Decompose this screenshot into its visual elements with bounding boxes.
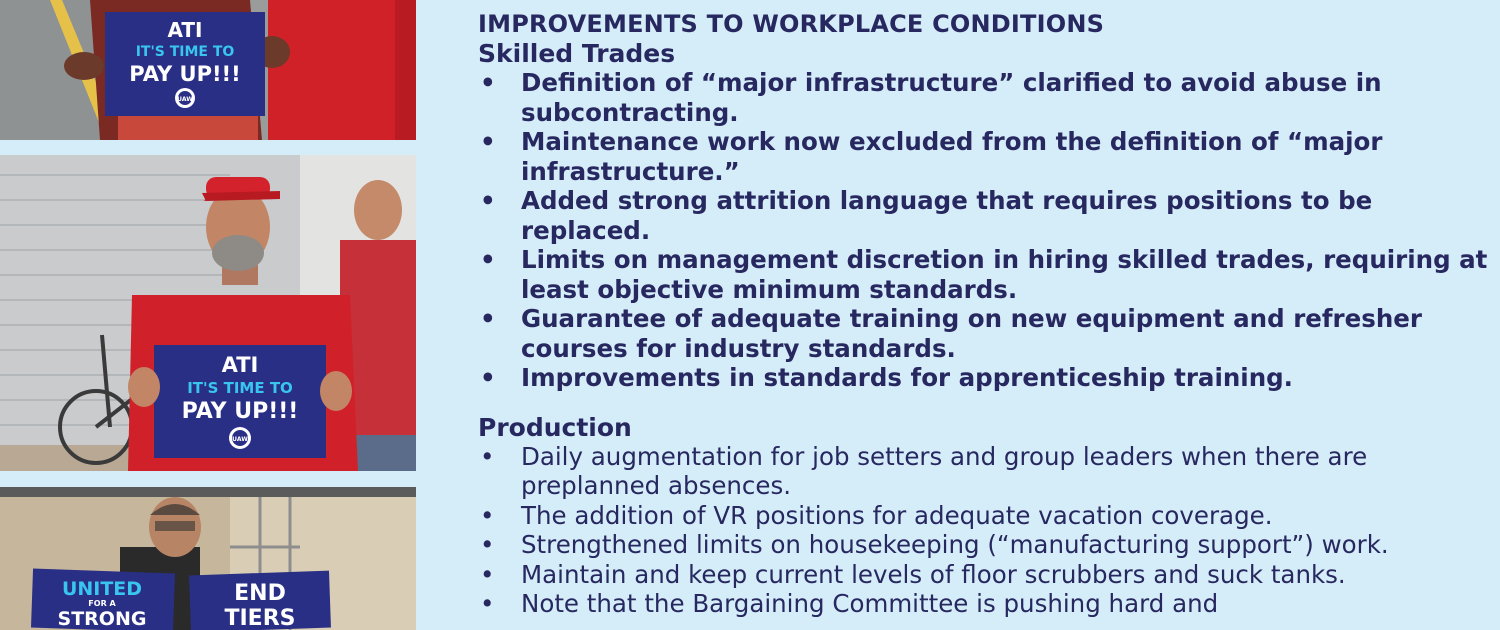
- list-item: • Guarantee of adequate training on new equipment and refresher courses for industry standards.: [478, 304, 1488, 363]
- svg-text:END: END: [234, 581, 286, 606]
- svg-text:UNITED: UNITED: [61, 578, 143, 600]
- protest-sign-left: [31, 569, 175, 630]
- svg-text:ATI: ATI: [221, 353, 259, 377]
- svg-text:PAY UP!!!: PAY UP!!!: [129, 62, 241, 86]
- list-item: • Added strong attrition language that requires positions to be replaced.: [478, 186, 1488, 245]
- svg-text:ATI: ATI: [167, 18, 203, 42]
- list-item: • Maintain and keep current levels of floor scrubbers and suck tanks.: [478, 560, 1488, 590]
- photo-rally-top: [0, 0, 416, 140]
- skilled-trades-list: [478, 68, 1488, 393]
- svg-text:PAY UP!!!: PAY UP!!!: [181, 399, 299, 424]
- svg-text:TIERS: TIERS: [224, 606, 296, 630]
- protest-sign: [105, 12, 265, 116]
- production-title: Production: [478, 412, 632, 442]
- photo-column: [0, 0, 416, 630]
- svg-text:UAW: UAW: [232, 436, 248, 443]
- list-item: • Maintenance work now excluded from the definition of “major infrastructure.”: [478, 127, 1488, 186]
- photo-rally-bottom: [0, 487, 416, 630]
- list-item: • Definition of “major infrastructure” clarified to avoid abuse in subcontracting.: [478, 68, 1488, 127]
- svg-text:IT'S TIME TO: IT'S TIME TO: [135, 44, 235, 60]
- list-item: • Strengthened limits on housekeeping (“manufacturing support”) work.: [478, 530, 1488, 560]
- svg-text:STRONG: STRONG: [57, 608, 147, 630]
- svg-text:FOR A: FOR A: [88, 599, 116, 608]
- contract-highlights: [478, 9, 1488, 619]
- list-item: • Daily augmentation for job setters and group leaders when there are preplanned absences.: [478, 442, 1488, 501]
- protest-sign-right: [189, 571, 331, 630]
- photo-rally-middle: [0, 155, 416, 471]
- list-item: • Note that the Bargaining Committee is pushing hard and: [478, 589, 1488, 619]
- protest-sign: [154, 345, 326, 458]
- list-item: • Improvements in standards for apprenticeship training.: [478, 363, 1488, 393]
- svg-text:UAW: UAW: [177, 96, 193, 103]
- list-item: • Limits on management discretion in hiring skilled trades, requiring at least objective minimum standards.: [478, 245, 1488, 304]
- skilled-trades-title: Skilled Trades: [478, 39, 676, 68]
- list-item: • The addition of VR positions for adequate vacation coverage.: [478, 501, 1488, 531]
- production-list: [478, 442, 1488, 619]
- section-heading: IMPROVEMENTS TO WORKPLACE CONDITIONS: [478, 10, 1105, 38]
- svg-text:IT'S TIME TO: IT'S TIME TO: [187, 379, 293, 397]
